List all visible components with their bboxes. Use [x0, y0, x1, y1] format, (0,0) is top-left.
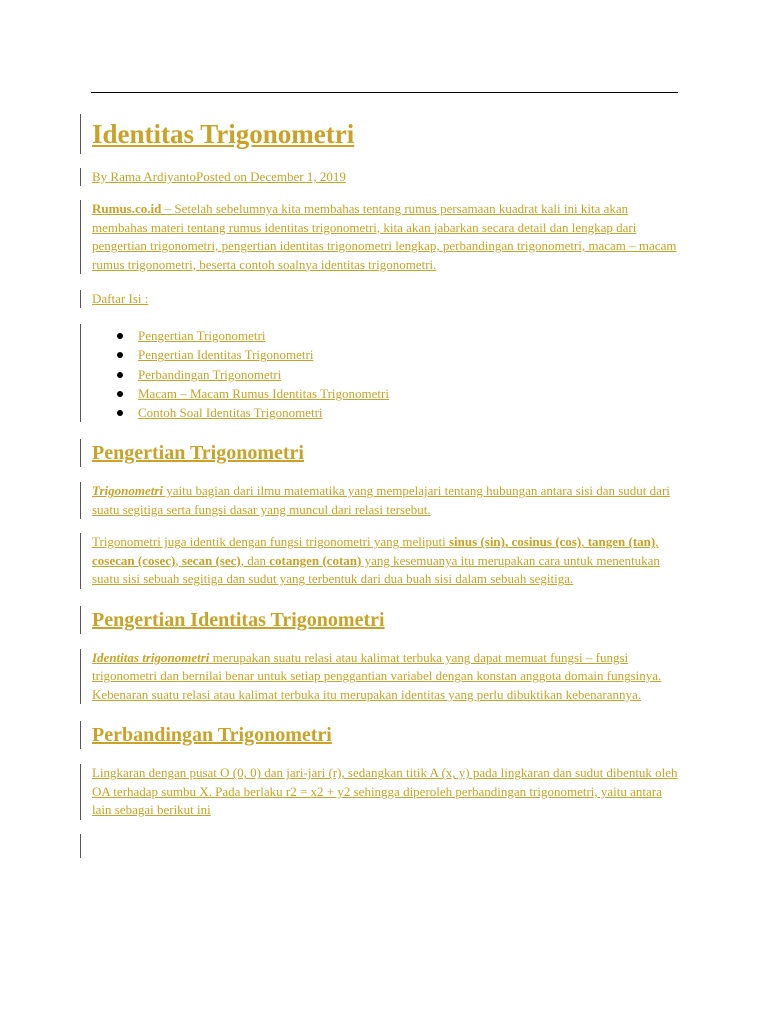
- toc-item: [138, 384, 680, 403]
- term-sin: sinus (sin): [448, 534, 505, 550]
- empty-block: [80, 834, 680, 858]
- title-block: [80, 114, 680, 154]
- term-trigonometri: Trigonometri: [92, 483, 164, 499]
- toc-list: [92, 326, 680, 422]
- top-divider: [91, 92, 678, 93]
- separator: ,: [175, 552, 182, 568]
- brand-name: Rumus.co.id: [92, 201, 162, 216]
- toc-label[interactable]: Daftar Isi :: [92, 291, 149, 306]
- toc-label-block: [80, 290, 680, 308]
- section-paragraph: [80, 764, 680, 820]
- paragraph-text: merupakan suatu relasi atau kalimat terbuka yang dapat memuat fungsi – fungsi trigonometri dan bernilai benar untuk setiap penggantian variabel dengan konstan anggota domain fungsinya. Kebenaran suatu relasi atau kalimat terbuka itu merupakan identitas yang perlu dibuktikan kebenarannya.: [92, 649, 662, 702]
- term-sec: secan (sec): [181, 552, 241, 568]
- paragraph-text: yaitu bagian dari ilmu matematika yang mempelajari tentang hubungan antara sisi dan sudut dari suatu segitiga serta fungsi dasar yang muncul dari relasi tersebut.: [92, 483, 670, 517]
- toc-link-perbandingan[interactable]: Perbandingan Trigonometri: [138, 366, 282, 382]
- section-heading-block: [80, 606, 680, 634]
- toc-item: [138, 326, 680, 345]
- section-heading-pengertian[interactable]: [92, 439, 680, 467]
- paragraph-text: Trigonometri juga identik dengan fungsi trigonometri yang meliputi: [92, 534, 449, 550]
- separator: ,: [504, 534, 512, 550]
- byline-link[interactable]: By Rama ArdiyantoPosted on December 1, 2019: [92, 169, 346, 184]
- separator: , dan: [240, 552, 270, 568]
- section-heading-link[interactable]: Perbandingan Trigonometri: [92, 724, 332, 747]
- section-paragraph: [80, 649, 680, 705]
- term-cotan: cotangen (cotan): [269, 552, 362, 568]
- page-title-link[interactable]: Identitas Trigonometri: [92, 119, 355, 149]
- paragraph-link[interactable]: Lingkaran dengan pusat O (0, 0) dan jari-jari (r), sedangkan titik A (x, y) pada lingkaran dan sudut dibentuk oleh OA terhadap sumbu X. Pada berlaku r2 = x2 + y2 sehingga diperoleh perbandingan trigonometri, yaitu antara lain sebagai berikut ini: [92, 765, 678, 818]
- toc-item: [138, 345, 680, 364]
- section-heading-link[interactable]: Pengertian Identitas Trigonometri: [92, 608, 385, 631]
- toc-list-block: [80, 324, 680, 422]
- term-cosec: cosecan (cosec): [92, 552, 176, 568]
- section-heading-block: [80, 439, 680, 467]
- intro-text: – Setelah sebelumnya kita membahas tentang rumus persamaan kuadrat kali ini kita akan membahas materi tentang rumus identitas trigonometri, kita akan jabarkan secara detail dan lengkap dari pengertian trigonometri, pengertian identitas trigonometri lengkap, perbandingan trigonometri, macam – macam rumus trigonometri, beserta contoh soalnya identitas trigonometri.: [92, 201, 677, 272]
- separator: ,: [655, 534, 659, 550]
- toc-item: [138, 365, 680, 384]
- intro-paragraph: [80, 200, 680, 274]
- term-tan: tangen (tan): [587, 534, 656, 550]
- toc-item: [138, 403, 680, 422]
- section-heading-identitas[interactable]: [92, 606, 680, 634]
- section-paragraph: [80, 482, 680, 519]
- section-heading-link[interactable]: Pengertian Trigonometri: [92, 442, 304, 465]
- paragraph-text: yang kesemuanya itu merupakan cara untuk menentukan suatu sisi sebuah segitiga dan sudut yang terbentuk dari dua buah sisi dalam sebuah segitiga.: [92, 552, 660, 587]
- paragraph-link[interactable]: [92, 534, 660, 586]
- section-paragraph: [80, 533, 680, 589]
- toc-link-macam[interactable]: Macam – Macam Rumus Identitas Trigonometri: [138, 385, 389, 401]
- intro-link[interactable]: [92, 201, 676, 272]
- paragraph-link[interactable]: [92, 483, 670, 517]
- separator: ,: [581, 534, 588, 550]
- term-identitas: Identitas trigonometri: [92, 649, 210, 665]
- section-heading-block: [80, 721, 680, 749]
- section-heading-perbandingan[interactable]: [92, 721, 680, 749]
- paragraph-link[interactable]: [92, 650, 661, 702]
- toc-link-contoh[interactable]: Contoh Soal Identitas Trigonometri: [138, 405, 323, 421]
- article: [80, 110, 680, 858]
- byline-block: [80, 168, 680, 186]
- term-cos: cosinus (cos): [511, 534, 582, 550]
- toc-link-identitas[interactable]: Pengertian Identitas Trigonometri: [138, 347, 314, 363]
- page-title[interactable]: [92, 114, 680, 154]
- toc-link-pengertian[interactable]: Pengertian Trigonometri: [138, 328, 266, 343]
